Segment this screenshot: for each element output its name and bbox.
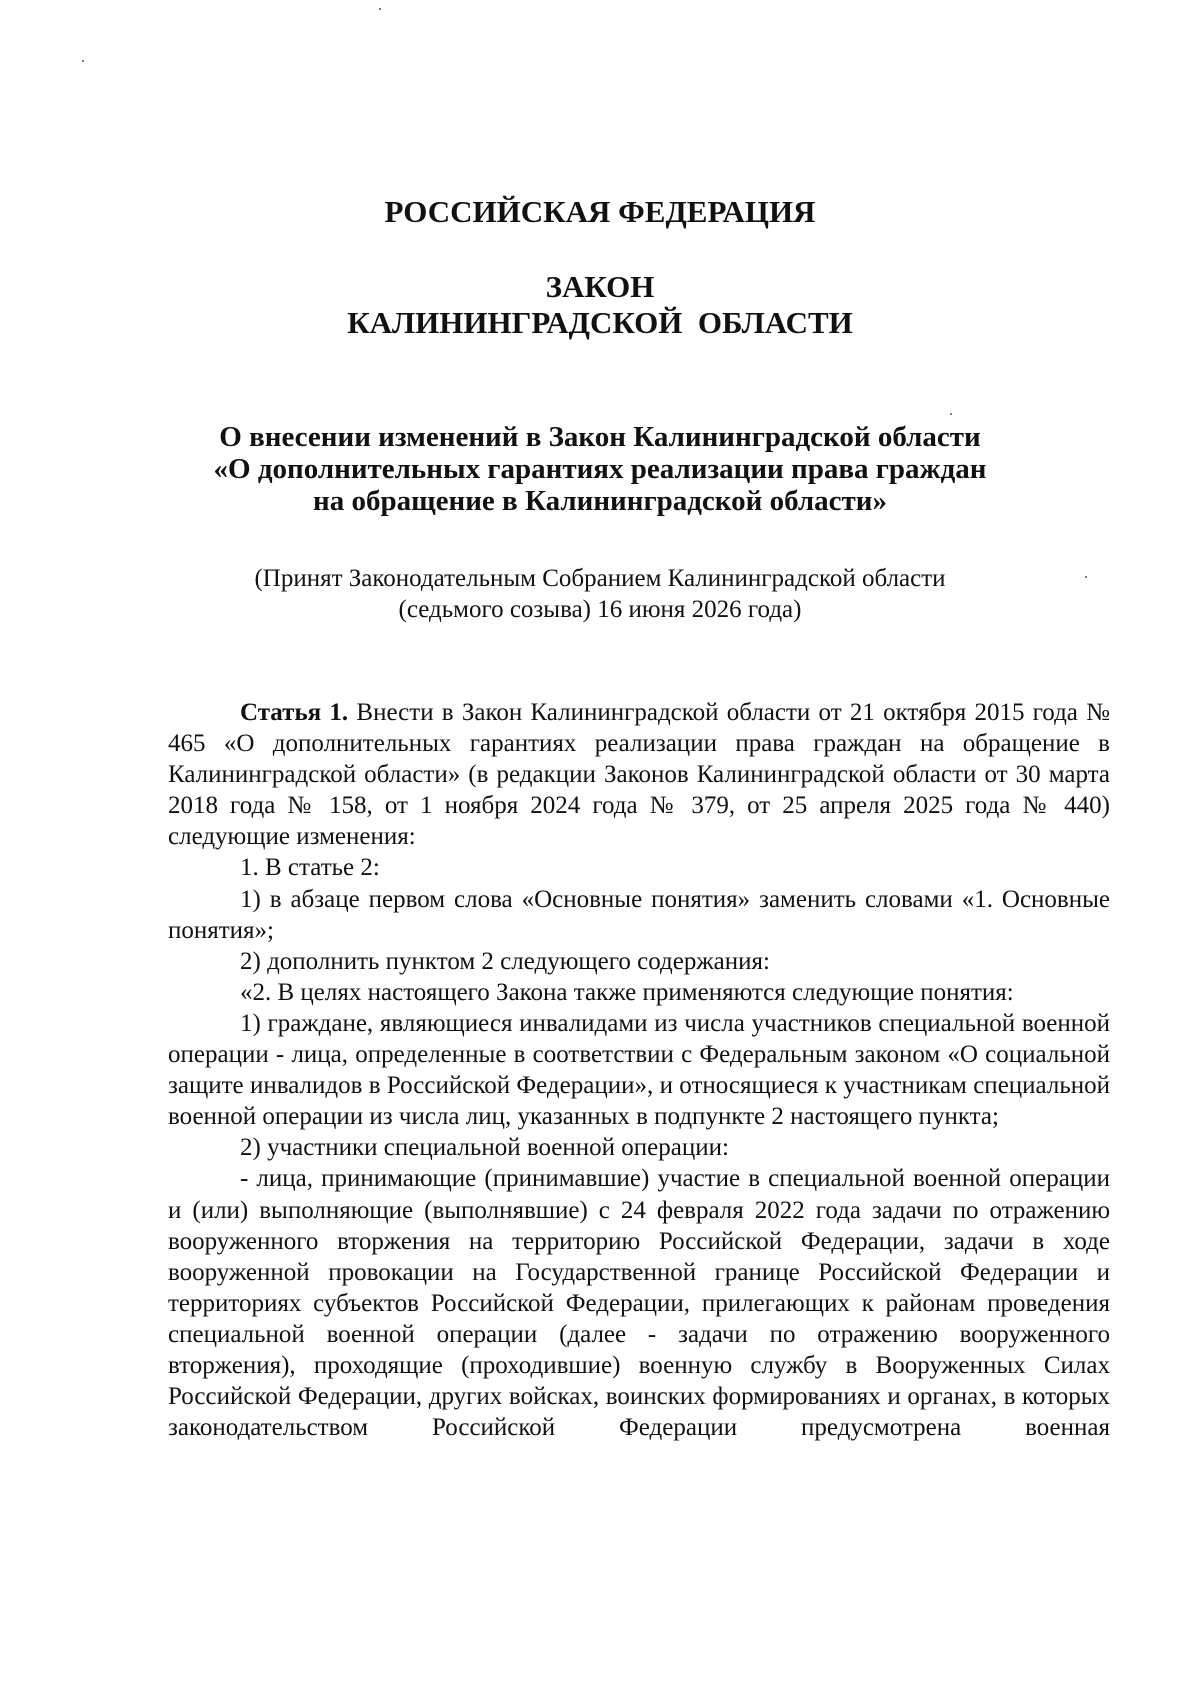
item-paragraph: 1. В статье 2: [240,854,380,882]
header-region: КАЛИНИНГРАДСКОЙ ОБЛАСТИ [347,305,853,340]
article-1-paragraph [168,697,1110,852]
adoption-note-line: (седьмого созыва) 16 июня 2026 года) [398,596,802,623]
adoption-note [150,563,1050,625]
scan-speck [379,8,381,10]
law-title-line: О внесении изменений в Закон Калининградской области [219,421,981,453]
item-paragraph: «2. В целях настоящего Закона также применяются следующие понятия: [240,978,1014,1006]
scan-speck [950,413,952,415]
law-title-line: на обращение в Калининградской области» [313,485,887,517]
article-1-text: Внести в Закон Калининградской области от 21 октября 2015 года № 465 «О дополнительных гарантиях реализации права граждан на обращение в Калининградской области» (в редакции Законов Калининградской области от 30 марта 2018 года № 158, от 1 ноября 2024 года № 379, от 25 апреля 2025 года № 440) следующие изменения: [168,699,1110,851]
item-paragraph: - лица, принимающие (принимавшие) участие в специальной военной операции и (или) выполняющие (выполнявшие) с 24 февраля 2022 года задачи по отражению вооруженного вторжения на территорию Российской Федерации, задачи в ходе вооруженной провокации на Государственной границе Российской Федерации и территориях субъектов Российской Федерации, прилегающих к районам проведения специальной военной операции (далее - задачи по отражению вооруженного вторжения), проходящие (проходившие) военную службу в Вооруженных Силах Российской Федерации, других войсках, воинских формированиях и органах, в которых законодательством Российской Федерации предусмотрена военная [168,1165,1110,1442]
item-paragraph: 1) в абзаце первом слова «Основные понятия» заменить словами «1. Основные понятия»; [168,885,1110,944]
item-paragraph: 2) дополнить пунктом 2 следующего содержания: [240,947,770,975]
header-law: ЗАКОН [545,269,655,304]
item-paragraph: 1) граждане, являющиеся инвалидами из числа участников специальной военной операции - лица, определенные в соответствии с Федеральным законом «О социальной защите инвалидов в Российской Федерации», и относящиеся к участникам специальной военной операции из числа лиц, указанных в подпункте 2 настоящего пункта; [168,1009,1110,1131]
adoption-note-line: (Принят Законодательным Собранием Калининградской области [254,565,946,592]
scan-speck [82,60,84,62]
law-title-line: «О дополнительных гарантиях реализации права граждан [213,453,987,485]
article-1-label: Статья 1. [240,699,349,726]
document-body [168,697,1110,1443]
item-paragraph: 2) участники специальной военной операции: [240,1134,729,1162]
header-federation: РОССИЙСКАЯ ФЕДЕРАЦИЯ [384,194,816,229]
scan-speck [1085,576,1087,578]
law-title [150,421,1050,517]
